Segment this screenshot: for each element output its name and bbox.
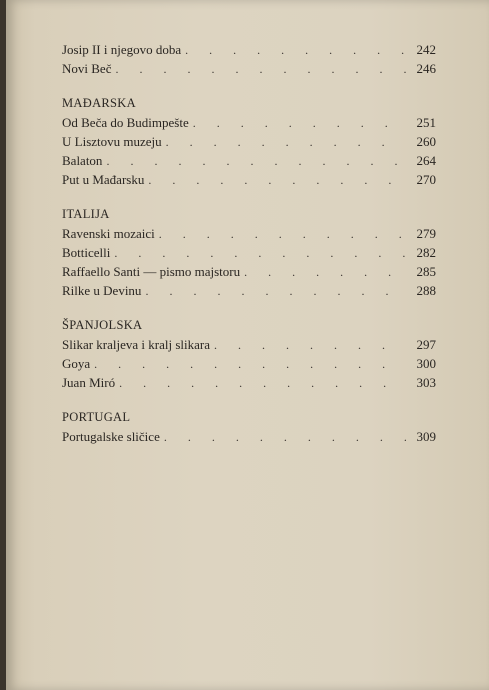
dot-leader [164,428,406,447]
dot-leader [148,171,406,190]
entry-title: Put u Mađarsku [62,172,145,187]
toc-entry [62,281,436,300]
toc-entry [62,354,436,373]
section-heading: PORTUGAL [62,410,131,424]
table-of-contents [62,40,436,446]
toc-section [62,205,436,300]
dot-leader [94,355,406,374]
toc-entry [62,373,436,392]
entry-page-number: 285 [416,264,436,279]
dot-leader [185,41,406,60]
toc-entry [62,151,436,170]
entry-title: Rilke u Devinu [62,283,142,298]
toc-entry [62,262,436,281]
entry-title: Juan Miró [62,375,116,390]
toc-entry [62,427,436,446]
dot-leader [106,152,406,171]
entry-title: Balaton [62,153,103,168]
toc-section [62,94,436,189]
dot-leader [114,244,406,263]
dot-leader [159,225,406,244]
entry-page-number: 246 [416,61,436,76]
entry-title: Raffaello Santi — pismo majstoru [62,264,241,279]
entry-title: Novi Beč [62,61,112,76]
entry-page-number: 251 [416,115,436,130]
toc-entry [62,59,436,78]
entry-title: Portugalske sličice [62,429,160,444]
entry-page-number: 309 [416,429,436,444]
entry-page-number: 282 [416,245,436,260]
entry-page-number: 297 [416,337,436,352]
toc-entry [62,335,436,354]
toc-section [62,40,436,78]
entry-page-number: 300 [416,356,436,371]
toc-entry [62,224,436,243]
entry-title: Ravenski mozaici [62,226,155,241]
entry-title: Slikar kraljeva i kralj slikara [62,337,211,352]
entry-page-number: 288 [416,283,436,298]
dot-leader [166,133,406,152]
toc-entry [62,170,436,189]
entry-title: Goya [62,356,91,371]
entry-page-number: 303 [416,375,436,390]
entry-title: Od Beča do Budimpešte [62,115,189,130]
entry-page-number: 260 [416,134,436,149]
entry-page-number: 242 [416,42,436,57]
toc-section [62,408,436,446]
dot-leader [115,60,406,79]
dot-leader [214,336,406,355]
entry-title: U Lisztovu muzeju [62,134,162,149]
dot-leader [119,374,406,393]
toc-entry [62,243,436,262]
entry-title: Botticelli [62,245,111,260]
toc-entry [62,40,436,59]
dot-leader [244,263,406,282]
section-heading: MAĐARSKA [62,96,136,110]
section-heading: ŠPANJOLSKA [62,318,143,332]
entry-page-number: 279 [416,226,436,241]
dot-leader [193,114,406,133]
toc-entry [62,132,436,151]
toc-entry [62,113,436,132]
entry-page-number: 264 [416,153,436,168]
entry-title: Josip II i njegovo doba [62,42,182,57]
section-heading: ITALIJA [62,207,110,221]
dot-leader [145,282,406,301]
toc-section [62,316,436,392]
entry-page-number: 270 [416,172,436,187]
book-page [6,0,489,690]
